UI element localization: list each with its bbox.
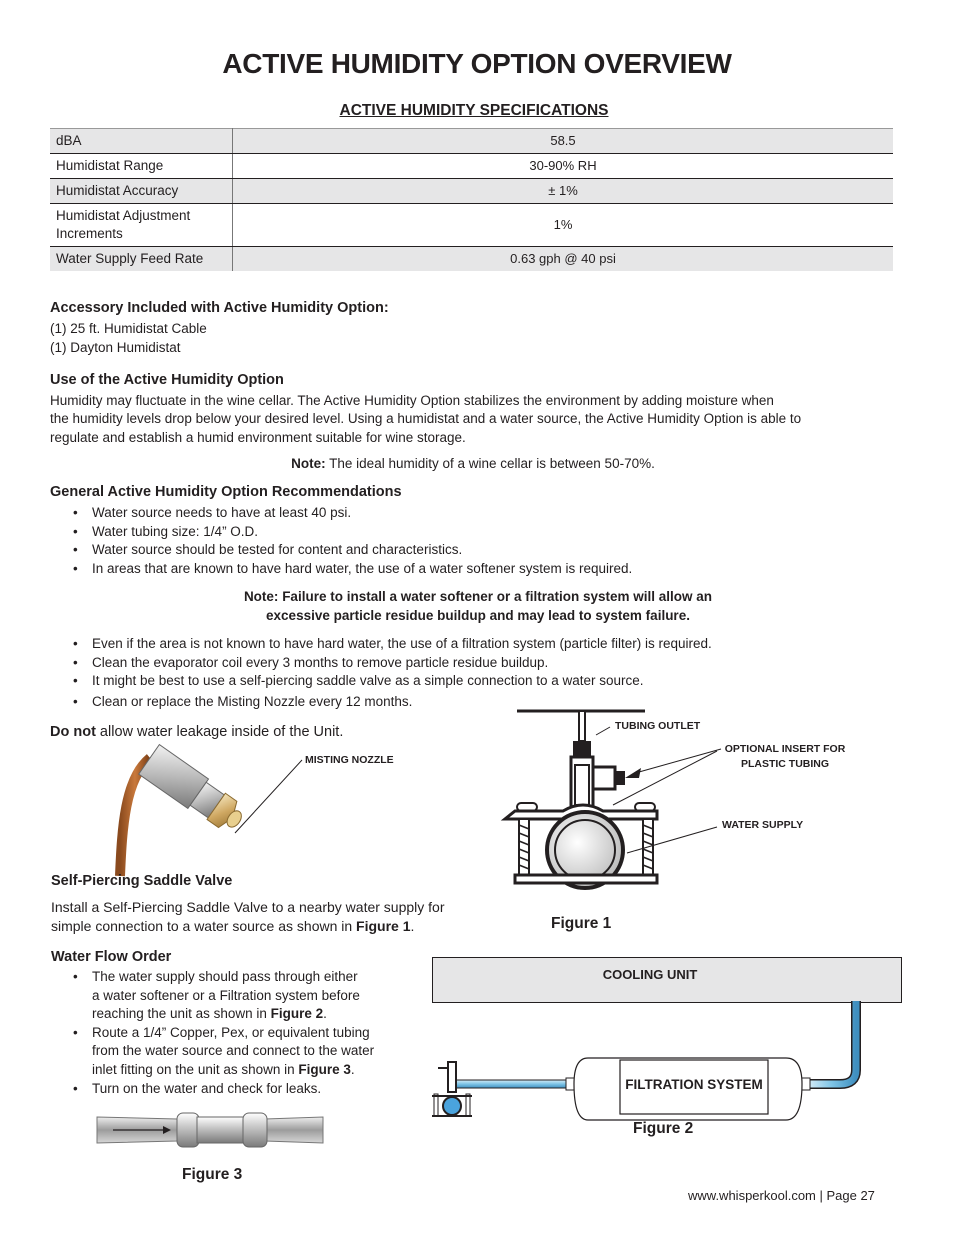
accessory-item: (1) 25 ft. Humidistat Cable (50, 321, 207, 336)
optional-insert-label-line2: PLASTIC TUBING (740, 758, 830, 770)
list-text: reaching the unit as shown in (92, 1006, 271, 1022)
table-row (50, 154, 893, 179)
list-item (51, 1024, 431, 1080)
page-footer: www.whisperkool.com | Page 27 (688, 1188, 875, 1203)
water-supply-label: WATER SUPPLY (722, 819, 804, 831)
note-label: Note: (243, 589, 279, 604)
list-item: • It might be best to use a self-piercing saddle valve as a simple connection to a water source. (50, 672, 712, 691)
list-item: • Even if the area is not known to have hard water, the use of a filtration system (particle filter) is required. (50, 635, 712, 654)
list-line (92, 1005, 431, 1024)
use-heading: Use of the Active Humidity Option (50, 372, 284, 388)
figure-2-caption: Figure 2 (633, 1120, 694, 1137)
page-title: ACTIVE HUMIDITY OPTION OVERVIEW (222, 48, 732, 79)
spec-label: Humidistat Accuracy (50, 179, 233, 204)
figure-ref: Figure 2 (270, 1006, 324, 1022)
general-heading: General Active Humidity Option Recommendations (50, 484, 402, 500)
saddle-text-line2 (51, 917, 414, 936)
optional-insert-label-line1: OPTIONAL INSERT FOR (724, 743, 846, 755)
water-flow-diagram (428, 1000, 878, 1120)
leakage-warning (50, 723, 343, 742)
list-item (51, 968, 431, 1024)
note-text: The ideal humidity of a wine cellar is between 50-70%. (325, 456, 655, 471)
tubing-outlet-label: TUBING OUTLET (615, 720, 701, 732)
spec-value: 0.63 gph @ 40 psi (233, 247, 894, 272)
general-bullets-a (50, 504, 632, 578)
water-flow-heading: Water Flow Order (51, 949, 172, 965)
list-item (51, 1080, 431, 1099)
use-paragraph-line: the humidity levels drop below your desired level. Using a humidistat and a water source, the Active Humidity Option is able to (50, 411, 802, 426)
cooling-unit-label: COOLING UNIT (602, 967, 698, 982)
figure-3-caption: Figure 3 (182, 1166, 243, 1183)
list-item: • Water source should be tested for content and characteristics. (50, 541, 632, 560)
figure-ref: Figure 1 (356, 918, 411, 934)
note-text: Failure to install a water softener or a filtration system will allow an (278, 589, 713, 604)
list-item: • Clean the evaporator coil every 3 months to remove particle residue buildup. (50, 654, 712, 673)
leakage-bold: Do not (50, 724, 96, 740)
use-paragraph-line: Humidity may fluctuate in the wine cellar. The Active Humidity Option stabilizes the environment by adding moisture when (50, 393, 774, 408)
failure-note-line2: excessive particle residue buildup and may lead to system failure. (266, 608, 690, 623)
failure-note-line1 (0, 588, 954, 607)
bullet: • (73, 1080, 78, 1096)
saddle-text: . (410, 918, 415, 934)
water-flow-list (51, 968, 431, 1098)
spec-label: Humidistat Range (50, 154, 233, 179)
spec-label: Water Supply Feed Rate (50, 247, 233, 272)
figure-ref: Figure 3 (298, 1061, 351, 1077)
list-text: inlet fitting on the unit as shown in (92, 1061, 299, 1077)
accessory-heading: Accessory Included with Active Humidity Option: (50, 300, 389, 316)
spec-value: ± 1% (233, 179, 894, 204)
spec-value: 1% (233, 204, 894, 247)
table-row (50, 179, 893, 204)
inlet-fitting-illustration (95, 1105, 325, 1155)
bullet: • (73, 1024, 78, 1040)
saddle-heading: Self-Piercing Saddle Valve (51, 873, 233, 889)
list-item: • In areas that are known to have hard water, the use of a water softener system is required. (50, 560, 632, 579)
list-line: a water softener or a Filtration system before (92, 987, 360, 1003)
list-line: Route a 1/4” Copper, Pex, or equivalent tubing (92, 1024, 370, 1040)
list-text: . (350, 1061, 355, 1077)
accessory-item: (1) Dayton Humidistat (50, 340, 181, 355)
misting-nozzle-label: MISTING NOZZLE (305, 754, 394, 766)
spec-value: 30-90% RH (233, 154, 894, 179)
spec-value: 58.5 (233, 129, 894, 154)
list-line: Turn on the water and check for leaks. (92, 1080, 322, 1096)
saddle-text: simple connection to a water source as shown in (51, 918, 357, 934)
list-line: The water supply should pass through either (92, 969, 358, 984)
list-item: • Water source needs to have at least 40 psi. (50, 504, 632, 523)
list-item: • Clean or replace the Misting Nozzle every 12 months. (50, 693, 712, 712)
spec-table (50, 128, 893, 271)
list-line: from the water source and connect to the water (92, 1043, 375, 1059)
saddle-valve-diagram (505, 705, 715, 905)
leakage-text: allow water leakage inside of the Unit. (95, 724, 344, 740)
figure-1-caption: Figure 1 (551, 915, 612, 932)
list-line (92, 1061, 431, 1080)
saddle-text-line1: Install a Self-Piercing Saddle Valve to a nearby water supply for (51, 899, 445, 915)
note-label: Note: (291, 456, 326, 471)
general-bullets-b (50, 635, 712, 711)
spec-label: Humidistat Adjustment Increments (50, 204, 233, 247)
use-paragraph-line: regulate and establish a humid environment suitable for wine storage. (50, 430, 466, 445)
humidity-note (0, 455, 946, 474)
table-row (50, 247, 893, 272)
filtration-system-label: FILTRATION SYSTEM (625, 1077, 763, 1092)
list-text: . (323, 1006, 327, 1022)
spec-table-title: ACTIVE HUMIDITY SPECIFICATIONS (339, 102, 609, 119)
spec-label: dBA (50, 129, 233, 154)
list-item: • Water tubing size: 1/4” O.D. (50, 523, 632, 542)
table-row (50, 204, 893, 247)
bullet: • (73, 969, 78, 984)
table-row (50, 129, 893, 154)
